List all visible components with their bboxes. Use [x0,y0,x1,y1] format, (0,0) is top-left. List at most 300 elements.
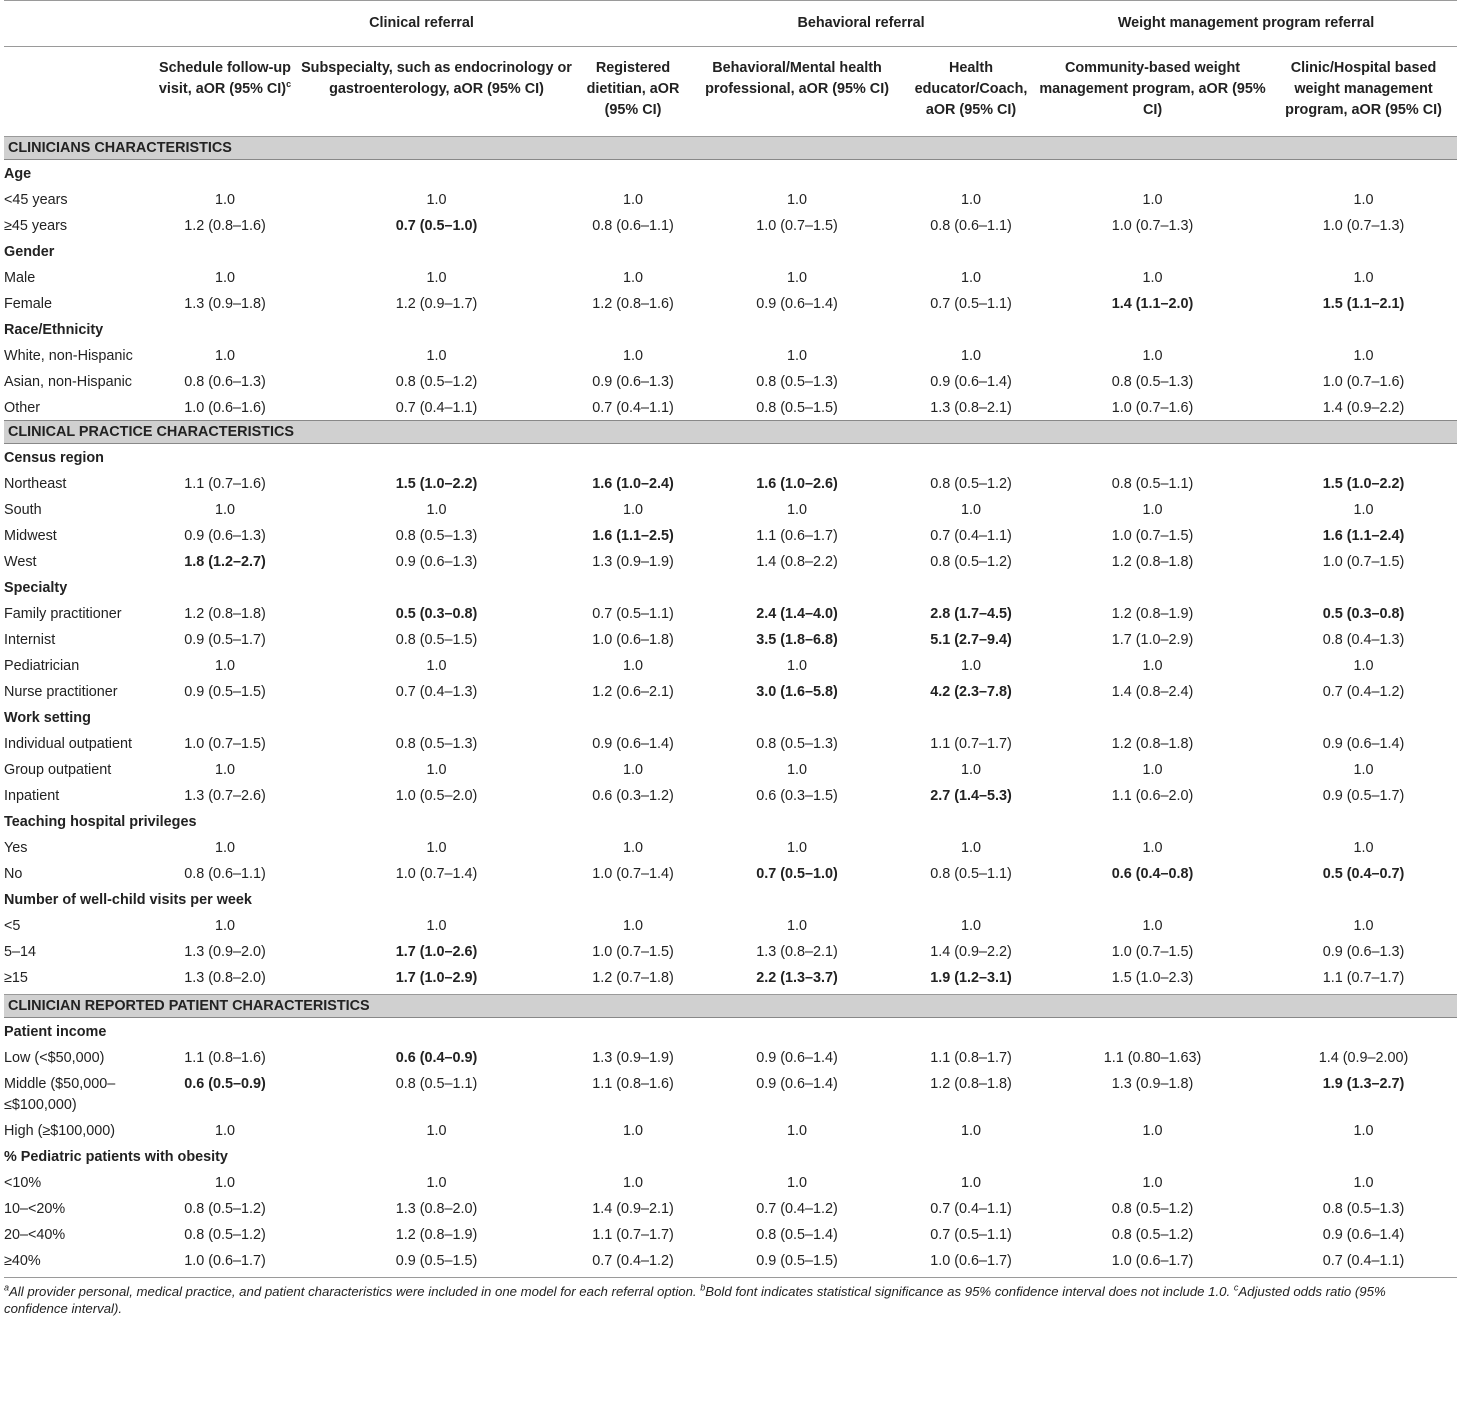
section-header [4,137,1457,160]
table-cell: 1.0 (0.7–1.3) [1322,218,1405,234]
table-cell: 1.0 [214,840,235,856]
table-cell: 1.0 [787,918,808,934]
table-cell: 1.0 (0.7–1.6) [1111,400,1194,416]
table-cell: 0.9 (0.6–1.3) [395,554,478,570]
subgroup-header [4,574,1457,600]
table-cell: 1.1 (0.6–1.7) [756,528,838,544]
table-row [4,652,1457,678]
table-cell: 1.0 [1142,1123,1163,1139]
table-cell: 1.1 (0.8–1.6) [184,1050,266,1066]
table-cell: 0.9 (0.6–1.4) [1322,736,1405,752]
subgroup-header [4,316,1457,342]
table-cell [687,964,907,990]
table-cell [1270,522,1457,548]
table-cell: 1.1 (0.7–1.7) [592,1227,674,1243]
table-cell: 1.2 (0.8–1.8) [1111,736,1194,752]
significant-value: 2.8 (1.7–4.5) [930,606,1012,622]
table-row [4,1117,1457,1143]
subgroup-title: Number of well-child visits per week [4,892,252,908]
subgroup-title: Census region [4,450,104,466]
table-cell: 0.8 (0.5–1.1) [395,1076,478,1092]
table-cell: 0.9 (0.5–1.7) [184,632,266,648]
table-cell: 1.0 [214,348,235,364]
table-cell: 0.8 (0.5–1.3) [395,528,478,544]
table-cell: 1.2 (0.7–1.8) [592,970,674,986]
table-cell: 1.0 [623,918,644,934]
table-row [4,730,1457,756]
table-cell: 1.0 [787,192,808,208]
table-row [4,290,1457,316]
row-label: Pediatrician [4,658,80,674]
table-cell: 1.3 (0.7–2.6) [184,788,266,804]
table-cell: 1.0 [787,502,808,518]
table-cell: 1.2 (0.8–1.8) [930,1076,1012,1092]
table-cell: 0.9 (0.5–1.5) [184,684,266,700]
table-row [4,1221,1457,1247]
table-cell [1270,470,1457,496]
table-cell: 1.0 (0.7–1.5) [592,944,674,960]
table-cell: 1.2 (0.8–1.9) [1111,606,1194,622]
table-cell: 1.0 [1353,762,1374,778]
column-header-row [4,47,1457,137]
table-cell: 1.0 [426,658,447,674]
table-cell: 1.0 [214,1175,235,1191]
table-cell: 0.9 (0.6–1.3) [1322,944,1405,960]
row-label: Female [4,296,52,312]
subgroup-header [4,704,1457,730]
significant-value: 2.7 (1.4–5.3) [930,788,1012,804]
row-label: ≥15 [4,970,28,986]
row-label: Other [4,400,40,416]
table-cell: 1.0 [787,348,808,364]
table-cell: 1.0 [961,502,982,518]
table-cell: 1.0 [787,1123,808,1139]
table-body [4,137,1457,1278]
table-cell: 1.0 (0.6–1.7) [1111,1253,1194,1269]
table-cell: 1.0 [1353,658,1374,674]
table-cell [294,600,579,626]
table-cell: 1.4 (0.8–2.4) [1111,684,1194,700]
table-cell: 0.8 (0.5–1.4) [756,1227,838,1243]
table-cell: 1.0 [214,658,235,674]
table-row [4,342,1457,368]
table-cell: 1.0 [1142,658,1163,674]
row-label: South [4,502,42,518]
table-cell: 1.0 [787,762,808,778]
table-cell [687,678,907,704]
table-cell [1270,600,1457,626]
significant-value: 2.4 (1.4–4.0) [756,606,838,622]
table-cell: 0.9 (0.6–1.4) [592,736,674,752]
table-cell: 1.0 [623,502,644,518]
table-cell [907,678,1035,704]
table-cell: 0.7 (0.4–1.1) [592,400,674,416]
table-cell: 1.0 [214,762,235,778]
table-row [4,938,1457,964]
table-cell: 1.2 (0.8–1.6) [592,296,674,312]
table-cell [1035,860,1270,886]
table-cell: 0.9 (0.6–1.4) [756,296,838,312]
significant-value: 1.4 (1.1–2.0) [1111,296,1194,312]
table-cell: 1.0 [787,1175,808,1191]
table-cell: 1.0 [426,840,447,856]
subgroup-header [4,886,1457,912]
table-cell: 1.0 [1142,762,1163,778]
row-label: Yes [4,840,28,856]
table-cell: 1.0 [1353,348,1374,364]
column-header-health-educator: Health educator/Coach, aOR (95% CI) [907,47,1035,137]
table-cell: 1.3 (0.8–2.0) [184,970,266,986]
table-cell: 1.0 [1142,840,1163,856]
subgroup-title: % Pediatric patients with obesity [4,1149,228,1165]
row-label: Low (<$50,000) [4,1050,105,1066]
table-cell: 1.2 (0.9–1.7) [395,296,478,312]
table-cell: 0.8 (0.5–1.3) [756,736,838,752]
significant-value: 0.5 (0.3–0.8) [1322,606,1405,622]
section-header [4,995,1457,1018]
significant-value: 1.5 (1.1–2.1) [1322,296,1405,312]
significant-value: 1.5 (1.0–2.2) [1322,476,1405,492]
table-cell: 0.8 (0.5–1.5) [756,400,838,416]
table-cell: 0.8 (0.4–1.3) [1322,632,1405,648]
table-cell: 0.9 (0.5–1.7) [1322,788,1405,804]
table-cell: 0.8 (0.5–1.2) [184,1201,266,1217]
table-row [4,1044,1457,1070]
table-cell: 1.0 [1353,1123,1374,1139]
subgroup-title: Race/Ethnicity [4,322,104,338]
table-row [4,212,1457,238]
table-cell [294,470,579,496]
table-cell: 1.0 [1142,1175,1163,1191]
table-row [4,964,1457,990]
significant-value: 1.6 (1.1–2.5) [592,528,674,544]
column-header-subspecialty: Subspecialty, such as endocrinology or gastroenterology, aOR (95% CI) [294,47,579,137]
table-cell: 1.0 [214,502,235,518]
significant-value: 1.6 (1.0–2.4) [592,476,674,492]
table-row [4,368,1457,394]
table-cell: 1.0 (0.7–1.5) [1322,554,1405,570]
significant-value: 0.7 (0.5–1.0) [756,866,838,882]
significant-value: 1.7 (1.0–2.9) [395,970,478,986]
table-cell: 1.0 [1353,270,1374,286]
table-cell [156,1070,294,1117]
table-cell [579,470,687,496]
table-cell: 1.0 [623,1175,644,1191]
table-cell: 1.3 (0.9–1.8) [1111,1076,1194,1092]
footnote-marker: b [700,1282,706,1293]
table-cell: 1.0 [214,270,235,286]
table-cell: 0.9 (0.6–1.4) [756,1050,838,1066]
row-label: <45 years [4,192,68,208]
table-row [4,470,1457,496]
table-cell: 1.0 [961,270,982,286]
footnotes [4,1283,1457,1317]
significant-value: 3.0 (1.6–5.8) [756,684,838,700]
column-header-community-program: Community-based weight management program, aOR (95% CI) [1035,47,1270,137]
table-cell [156,548,294,574]
row-label: West [4,554,37,570]
table-cell: 1.0 [961,840,982,856]
table-cell: 0.7 (0.4–1.3) [395,684,478,700]
table-cell: 1.0 (0.6–1.7) [184,1253,266,1269]
group-header-clinical: Clinical referral [156,1,687,47]
subgroup-title: Patient income [4,1024,107,1040]
table-row [4,756,1457,782]
table-cell: 1.0 [961,658,982,674]
table-cell: 1.0 (0.7–1.4) [395,866,478,882]
table-cell: 0.7 (0.5–1.1) [592,606,674,622]
row-label: 20–<40% [4,1227,66,1243]
subgroup-title: Age [4,166,32,182]
row-label: ≥40% [4,1253,41,1269]
significant-value: 1.7 (1.0–2.6) [395,944,478,960]
table-cell: 0.6 (0.3–1.2) [592,788,674,804]
table-cell: 1.0 [426,1175,447,1191]
table-cell: 0.9 (0.6–1.4) [930,374,1012,390]
table-cell: 1.0 [214,192,235,208]
table-cell: 1.0 [1353,840,1374,856]
table-cell: 1.7 (1.0–2.9) [1111,632,1194,648]
row-label: Nurse practitioner [4,684,118,700]
table-cell: 1.0 [787,658,808,674]
table-cell: 1.0 [426,1123,447,1139]
table-cell: 1.0 [1353,918,1374,934]
subgroup-title: Work setting [4,710,91,726]
column-header-dietitian: Registered dietitian, aOR (95% CI) [579,47,687,137]
table-cell: 1.0 [623,192,644,208]
table-cell: 1.2 (0.6–2.1) [592,684,674,700]
footnote-text: Adjusted odds ratio (95% confidence interval). [4,1284,1386,1316]
table-cell: 1.2 (0.8–1.8) [1111,554,1194,570]
table-row [4,1195,1457,1221]
table-cell: 1.4 (0.8–2.2) [756,554,838,570]
significant-value: 1.5 (1.0–2.2) [395,476,478,492]
table-cell: 1.0 [1142,502,1163,518]
significant-value: 0.5 (0.3–0.8) [395,606,478,622]
table-cell [687,600,907,626]
table-row [4,782,1457,808]
table-cell: 0.7 (0.4–1.2) [1322,684,1405,700]
table-row [4,264,1457,290]
table-cell [294,212,579,238]
subgroup-header [4,1143,1457,1169]
row-label: No [4,866,23,882]
column-header-mental-health: Behavioral/Mental health professional, aOR (95% CI) [687,47,907,137]
table-cell: 1.3 (0.8–2.1) [930,400,1012,416]
table-row [4,1169,1457,1195]
table-cell: 1.0 [214,918,235,934]
table-cell: 0.8 (0.5–1.2) [930,554,1012,570]
table-cell [687,626,907,652]
table-cell [294,1044,579,1070]
table-cell: 0.6 (0.3–1.5) [756,788,838,804]
table-row [4,1070,1457,1117]
row-label: <10% [4,1175,42,1191]
table-row [4,1247,1457,1273]
table-cell: 1.0 [1142,918,1163,934]
table-row [4,522,1457,548]
table-cell: 1.0 (0.7–1.4) [592,866,674,882]
row-label: Northeast [4,476,67,492]
table-cell: 1.0 [961,192,982,208]
table-cell: 1.0 (0.5–2.0) [395,788,478,804]
table-cell: 1.0 (0.6–1.6) [184,400,266,416]
table-cell [1270,290,1457,316]
table-cell: 0.8 (0.5–1.3) [756,374,838,390]
table-cell: 0.7 (0.4–1.2) [756,1201,838,1217]
table-row [4,678,1457,704]
table-cell [1270,1070,1457,1117]
table-cell: 1.0 [426,270,447,286]
table-row [4,186,1457,212]
table-cell: 1.0 [961,348,982,364]
table-cell [687,860,907,886]
footnote-marker: a [4,1282,10,1293]
table-cell: 1.1 (0.80–1.63) [1103,1050,1202,1066]
table-cell [579,522,687,548]
significant-value: 1.6 (1.1–2.4) [1322,528,1405,544]
table-cell: 1.0 (0.7–1.5) [1111,528,1194,544]
footnote-marker: c [1233,1282,1239,1293]
table-cell: 0.7 (0.5–1.1) [930,1227,1012,1243]
table-row [4,626,1457,652]
table-cell: 0.9 (0.6–1.3) [592,374,674,390]
column-header-follow-up: Schedule follow-up visit, aOR (95% CI)$^c$ [156,47,294,137]
table-cell: 1.0 [623,1123,644,1139]
table-cell: 1.0 (0.7–1.5) [184,736,266,752]
table-cell: 0.9 (0.6–1.4) [1322,1227,1405,1243]
group-header-row [4,1,1457,47]
table-row [4,548,1457,574]
row-label: Asian, non-Hispanic [4,374,132,390]
subgroup-header [4,808,1457,834]
table-cell: 0.8 (0.6–1.3) [184,374,266,390]
table-cell: 1.0 [1353,192,1374,208]
row-label: <5 [4,918,21,934]
table-cell: 1.0 (0.7–1.3) [1111,218,1194,234]
table-row [4,496,1457,522]
table-cell: 1.1 (0.8–1.7) [930,1050,1012,1066]
row-label: Group outpatient [4,762,112,778]
significant-value: 0.6 (0.5–0.9) [184,1076,266,1092]
table-cell [294,938,579,964]
significant-value: 2.2 (1.3–3.7) [756,970,838,986]
table-cell: 1.0 [1142,192,1163,208]
table-cell: 0.9 (0.5–1.5) [395,1253,478,1269]
table-cell: 0.8 (0.5–1.3) [395,736,478,752]
significant-value: 4.2 (2.3–7.8) [930,684,1012,700]
table-cell: 1.5 (1.0–2.3) [1111,970,1194,986]
table-row [4,860,1457,886]
table-cell: 1.0 (0.7–1.5) [1111,944,1194,960]
table-cell: 0.9 (0.6–1.4) [756,1076,838,1092]
table-cell: 0.8 (0.6–1.1) [592,218,674,234]
table-cell: 1.3 (0.9–2.0) [184,944,266,960]
row-label: Midwest [4,528,57,544]
table-cell: 1.0 [623,762,644,778]
table-cell [294,964,579,990]
table-cell: 1.4 (0.9–2.2) [1322,400,1405,416]
table-cell: 0.8 (0.5–1.1) [1111,476,1194,492]
table-cell: 1.0 (0.7–1.5) [756,218,838,234]
section-title: CLINICAL PRACTICE CHARACTERISTICS [4,421,1457,444]
table-cell: 1.0 [426,918,447,934]
table-cell: 1.4 (0.9–2.1) [592,1201,674,1217]
table-cell: 1.0 (0.7–1.6) [1322,374,1405,390]
table-cell: 1.0 [961,1175,982,1191]
table-cell: 0.8 (0.5–1.2) [930,476,1012,492]
section-title: CLINICIAN REPORTED PATIENT CHARACTERISTICS [4,995,1457,1018]
row-label: 5–14 [4,944,37,960]
table-cell: 1.0 [214,1123,235,1139]
table-cell: 1.1 (0.7–1.7) [1322,970,1405,986]
table-cell: 1.0 (0.6–1.7) [930,1253,1012,1269]
table-cell: 1.1 (0.7–1.7) [930,736,1012,752]
table-cell: 1.3 (0.9–1.9) [592,554,674,570]
table-cell: 1.3 (0.8–2.1) [756,944,838,960]
table-cell: 0.9 (0.5–1.5) [756,1253,838,1269]
table-cell: 1.3 (0.9–1.9) [592,1050,674,1066]
group-header-weight-management: Weight management program referral [1035,1,1457,47]
table-row [4,600,1457,626]
table-cell: 1.2 (0.8–1.8) [184,606,266,622]
table-cell: 1.0 [961,918,982,934]
subgroup-header [4,444,1457,471]
row-label: 10–<20% [4,1201,66,1217]
table-cell: 1.0 [1353,502,1374,518]
table-cell: 0.7 (0.4–1.1) [395,400,478,416]
table-cell: 0.8 (0.5–1.2) [1111,1227,1194,1243]
significant-value: 3.5 (1.8–6.8) [756,632,838,648]
table-cell [1035,290,1270,316]
row-label: White, non-Hispanic [4,348,133,364]
table-cell: 0.7 (0.4–1.2) [592,1253,674,1269]
table-cell: 1.0 [623,840,644,856]
row-label: Middle ($50,000–≤$100,000) [4,1076,116,1113]
table-cell [1270,860,1457,886]
significant-value: 1.8 (1.2–2.7) [184,554,266,570]
table-cell [907,782,1035,808]
table-cell: 1.2 (0.8–1.6) [184,218,266,234]
table-cell: 1.0 [623,270,644,286]
row-label: Internist [4,632,56,648]
table-cell: 0.8 (0.5–1.3) [1322,1201,1405,1217]
significant-value: 0.6 (0.4–0.9) [395,1050,478,1066]
table-cell: 0.8 (0.6–1.1) [184,866,266,882]
table-cell: 1.0 [787,270,808,286]
row-label: ≥45 years [4,218,68,234]
subgroup-title: Teaching hospital privileges [4,814,197,830]
table-cell: 1.0 [1142,270,1163,286]
table-cell: 0.8 (0.5–1.1) [930,866,1012,882]
group-header-blank [4,1,156,47]
table-cell: 1.0 [426,348,447,364]
significant-value: 1.9 (1.2–3.1) [930,970,1012,986]
significant-value: 1.9 (1.3–2.7) [1322,1076,1405,1092]
significant-value: 0.6 (0.4–0.8) [1111,866,1194,882]
table-cell: 0.7 (0.4–1.1) [930,528,1012,544]
table-cell [907,600,1035,626]
table-cell: 0.8 (0.5–1.2) [395,374,478,390]
table-cell: 1.0 [1353,1175,1374,1191]
table-cell: 1.0 (0.6–1.8) [592,632,674,648]
table-cell: 1.1 (0.7–1.6) [184,476,266,492]
table-cell: 1.0 [426,502,447,518]
table-cell: 0.8 (0.5–1.3) [1111,374,1194,390]
table-cell: 1.0 [623,348,644,364]
table-row [4,394,1457,421]
table-cell: 1.0 [426,192,447,208]
